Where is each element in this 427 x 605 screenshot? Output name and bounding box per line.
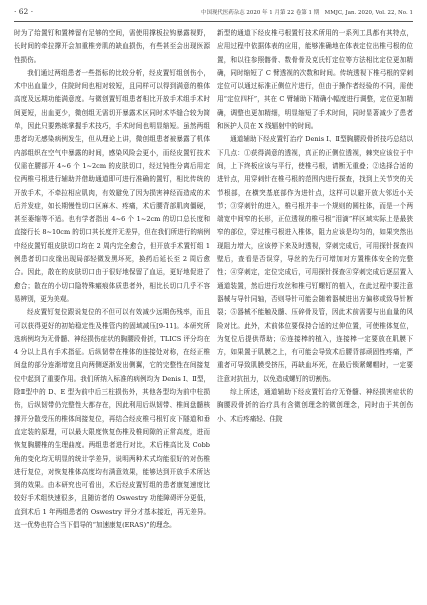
paragraph: 通道辅助下经皮置钉治疗 Denis Ⅰ、Ⅱ型胸腰段骨折技巧总结以下几点：①获得满意的透视，真正的正侧位透视，棘突应该位于中间，上下终板应该与平行，使椎弓根，请断无重叠；②选择合适的进针点，用穿刺针在椎弓根的范围内进行探查，找到上关节突的关节根部，在横突基底部作为进针点，这样可以避开放大邻近小关节；③穿刺针的进入，椎弓根并非一个规则的圆柱体，而是一个两端宽中间窄的长形，正位透视的椎弓根“泪滴”样区域实际上是最狭窄的部位，穿过椎弓根进入椎体，阻力应该是均匀的，如果突然出现阻力增大，应该停下来及时透视，穿刺完成后，可用探针探查四壁后，查看是否误穿，导丝的先行可增加对方置椎体安全的完整性；④穿刺定，定位完成后，可用探针探查④穿刺完成后逐层置入通道装置，然后进行攻丝和椎弓钉螺钉的植入，在此过程中要注意器械与导针同轴，否则导针可能会随着器械进出方偏移或致导针断裂；⑤器械不能触及髓、压碎骨及管，因此术前需要与出血量的风险对比。此外，术前体位要保持合适的过伸位置，可使椎体复位，为复位后提供帮助；⑥连接棒的植入，连接棒一定要放在肌膜下方，如果置于肌膜之上，有可能会导致术后腰背部顽固性疼痛，严重者可导致肌膜受挤压，再缺血坏死，在最后锁紧螺帽时，一定要注意对抗扭力，以免造成螺钉的切割伤。 xyxy=(217,135,413,383)
paragraph: 我们通过两组患者一些指标的比较分析，经皮置钉组创伤小，术中出血量少，住院时间也相对较短，且同样可以得到满意的椎体高度及远期功能满意度。与微创置钉组患者相比开放手术组手术时间更短，出血更少，微创组无需切开暴露术区同时术毕缝合较为简单，因此只要熟练掌握手术技巧，手术时间也明显缩短。虽然两组患者均无感染病例发生，但从理论上讲，微创组患者被暴露了机体内部组织在空气中暴露的时间，感染风险会更小，而经皮置钉技术仅需在腰部开 4~6 个 1~2cm 的皮肤切口，经过钝性分离后用定位两椎弓根进行辅助并借助通道即可进行准确的置钉，相比传统的开放手术，不牵拉相应肌肉，有效避免了因为损害神经而造成的术后并发症，如长期慢性切口区麻木、疼痛，术后腰背部肌肉僵硬，甚至萎缩等不适。也有学者指出 4~6 个 1~2cm 的切口总长度和直接行长 8~10cm 的切口其长度并无差异，但在我们所进行的病例中经皮置钉组皮肤切口均在 2 周内完全愈合，但开放手术置钉组 1 例患者切口皮缘出现局部轻微发黑坏死，换药后延长至 2 周后愈合。因此，散在的皮肤切口由于很好地保留了血运，更好地促进了愈合；散在的小切口隐特殊瘢痕体质患者外，相比长切口几乎不容易辨别，更为美观。 xyxy=(14,68,210,303)
left-column xyxy=(14,27,210,599)
paragraph: 时为了给置钉和置棒留有足够的空间，需使用撑板拉钩暴露视野，长时间的牵拉撑开会加重椎旁肌的缺血损伤，有些甚至会出现医源性损伤。 xyxy=(14,29,210,64)
paragraph: 经皮置钉复位跟说复位的不但可以有效减少远期伤残率，而且可以获得更好的初始稳定性及椎管内的固域减压[9-11]。本研究所选病例均为无骨髓、神经损伤症状的胸腰段骨折，TLICS 评分均在 4 分以上具有手术指征。后纵韧带在椎体的连接处对称，在经正椎间盘的部分连渐增宽且向两侧逐渐发出侧翼，它的完整性在间接复位中起到了重要作用。我们所纳入标准的病例均为 Denis Ⅰ、Ⅱ型，除Ⅱ型中的 D、E 型为前中后三柱损伤外，其他各型均为前中柱损伤，后纵韧带仍完整性大都存在，因此利用后纵韧带、椎间盘髓核撑开分散受压的椎体间接复位，再结合经皮椎弓根钉皮下隧道和垂直定装的原理，可以最大限度恢复伤椎及椎间隙的正常高度，进而恢复胸腰椎的生理曲度。两组患者进行对比，术后椎高比及 Cobb 角的变化均无明显的统计学差异，说明两种术式均能很好的对伤椎进行复位，对恢复椎体高度均有满意效果，能够达到开放手术所达到的效果。由本研究也可看出，术后经皮置钉组的患者康复速度比较好手术组快速很多，且随访者的 Oswestry 功能障碍评分更低，直到术后 1 年两组患者的 Oswestry 评分才基本接近，再无差异。这一优势也符合当下倡导的“加速康复(ERAS)”的理念。 xyxy=(14,308,210,529)
header-rule xyxy=(14,21,413,22)
journal-title: 中国现代医药杂志 2020 年 1 月第 22 卷第 1 期 MMJC, Jan. 2020, Vol. 22, No. 1 xyxy=(201,10,413,16)
paragraph: 新型的通道下经皮椎弓根置钉技术所用的一系列工具都有其特点，应用过程中依据体表的应用，能够准确地在体表定位出椎弓根的位置，和以往参照髂骨、数骨骨及克氏钉定位等方法相比定位更加精确，同时缩短了 C 臂透视的次数和时间。传统透视下椎弓根的穿刺定位可以通过标准正侧位片进行，但由于操作者经验的不同，需使用“定位四杆”，其在 C 臂辅助下精确小幅度进行调整，定位更加精确，调整也更加精细，明显缩短了手术时间，同时显著减少了患者和医护人员在 X 线辐射中的时间。 xyxy=(217,29,413,131)
page-number: · 62 · xyxy=(14,7,34,16)
page-header xyxy=(14,7,413,19)
paragraph: 综上所述，通道辅助下经皮置钉治疗无脊髓、神经损害症状的胸腰段骨折的治疗具有含微创理念的微创理念，同时由于其创伤小、术后疼痛轻、住院 xyxy=(217,388,413,423)
right-column xyxy=(217,27,413,599)
